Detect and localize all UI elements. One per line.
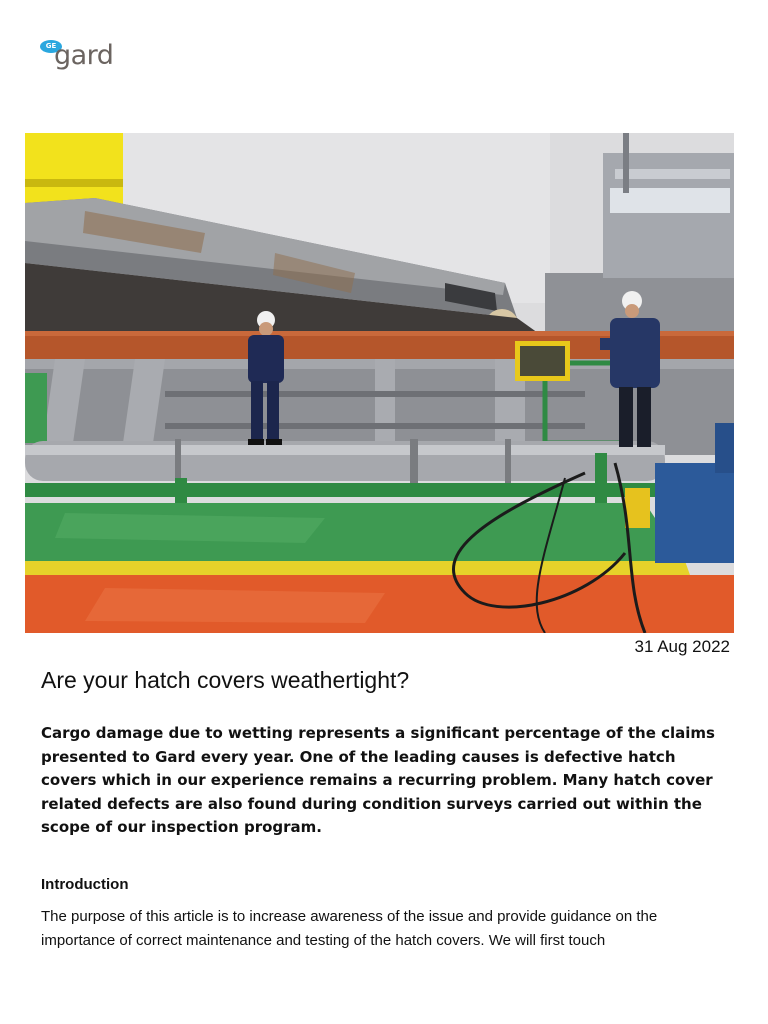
article-date: 31 Aug 2022 [634, 637, 730, 656]
article-lead: Cargo damage due to wetting represents a significant percentage of the claims presented to Gard every year. One of the leading causes is defective hatch covers which in our experience remains a recurring problem. Many hatch cover related defects are also found during condition surveys carried out within the scope of our inspection program. [41, 724, 715, 836]
article-title: Are your hatch covers weathertight? [41, 667, 410, 693]
gard-wordmark: gard [54, 40, 114, 71]
hero-photo [25, 133, 734, 633]
hatch-cover-photo-icon [25, 133, 734, 633]
section-heading-introduction: Introduction [41, 876, 129, 893]
article-body-paragraph: The purpose of this article is to increase awareness of the issue and provide guidance on the importance of correct maintenance and testing of the hatch covers. We will first touch [41, 908, 658, 949]
gard-logo[interactable] [40, 38, 112, 74]
gard-logo-icon: GE [40, 40, 62, 53]
